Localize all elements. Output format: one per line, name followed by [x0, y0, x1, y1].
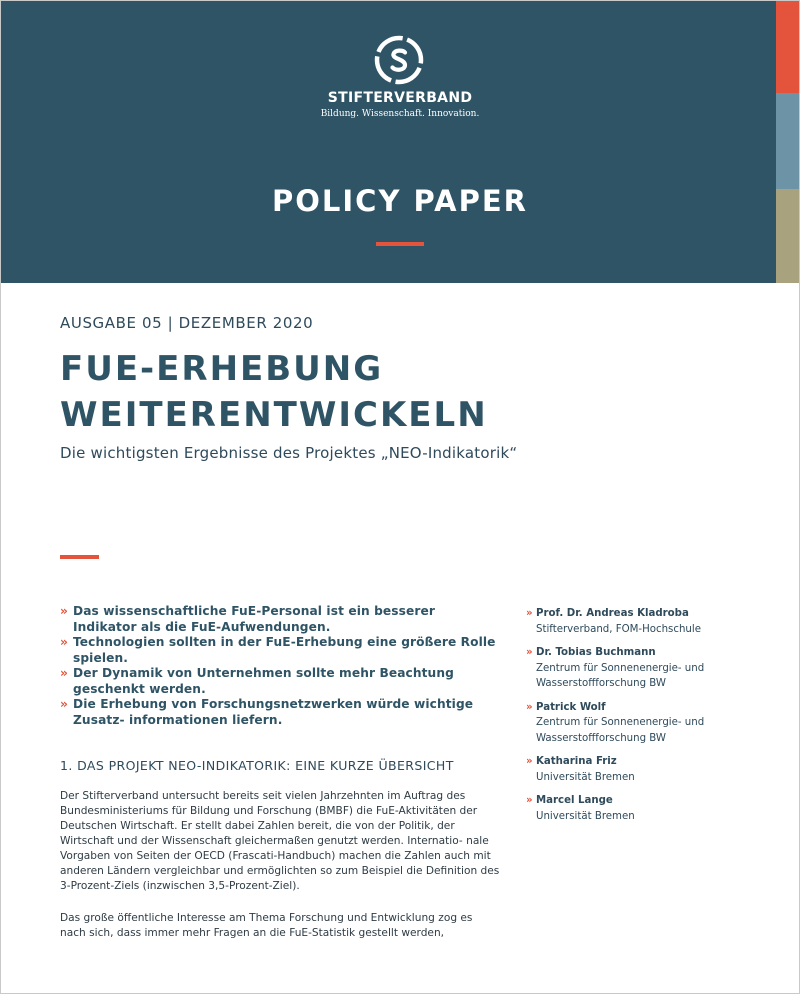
author-entry — [526, 754, 766, 785]
page-subtitle: Die wichtigsten Ergebnisse des Projektes „NEO-Indikatorik“ — [60, 444, 518, 462]
color-stripe-red — [776, 0, 800, 93]
body-paragraph: Das große öffentliche Interesse am Thema Forschung und Entwicklung zog es nach sich, dass immer mehr Fragen an die FuE-Statistik gestellt werden, — [60, 912, 473, 939]
bullet-marker-icon: » — [526, 608, 533, 619]
author-entry — [526, 793, 766, 824]
author-entry — [526, 645, 766, 692]
bullet-marker-icon: » — [60, 666, 68, 680]
bullet-marker-icon: » — [60, 635, 68, 649]
title-line-1: FUE-ERHEBUNG — [60, 349, 384, 389]
key-point: » Der Dynamik von Unternehmen sollte mehr Beachtung geschenkt werden. — [60, 666, 454, 696]
author-entry — [526, 700, 766, 747]
header-accent-bar — [376, 242, 424, 246]
author-affiliation: Zentrum für Sonnenenergie- und Wasserstoffforschung BW — [536, 662, 705, 689]
author-affiliation: Stifterverband, FOM-Hochschule — [536, 623, 701, 635]
issue-info: AUSGABE 05 | DEZEMBER 2020 — [60, 314, 314, 332]
paper-type-heading: POLICY PAPER — [272, 184, 528, 218]
author-name: Dr. Tobias Buchmann — [536, 647, 656, 658]
bullet-marker-icon: » — [526, 795, 533, 806]
color-stripe-blue — [776, 93, 800, 189]
author-name: Patrick Wolf — [536, 701, 606, 713]
key-point: » Die Erhebung von Forschungsnetzwerken würde wichtige Zusatz- informationen liefern. — [60, 697, 474, 727]
stifterverband-s-logo-icon — [373, 34, 425, 86]
bullet-marker-icon: » — [526, 647, 533, 658]
brand-tagline: Bildung. Wissenschaft. Innovation. — [320, 109, 480, 119]
bullet-marker-icon: » — [60, 604, 68, 618]
author-affiliation: Universität Bremen — [536, 810, 635, 822]
author-name: Marcel Lange — [536, 795, 613, 806]
bullet-marker-icon: » — [60, 697, 68, 711]
bullet-marker-icon: » — [526, 756, 533, 767]
body-paragraph: Der Stifterverband untersucht bereits seit vielen Jahrzehnten im Auftrag des Bundesministeriums für Bildung und Forschung (BMBF) die FuE-Aktivitäten der Deutschen Wirtschaft. Er stellt dabei Zahlen bereit, die von der Politik, der Wirtschaft und der Wissenschaft gleichermaßen genutzt werden. Internatio- nale Vorgaben von Seiten der OECD (Frascati-Handbuch) machen die Zahlen auch mit anderen Ländern vergleichbar und ermöglichten so zum Beispiel die Definition des 3-Prozent-Ziels (inzwischen 3,5-Prozent-Ziel). — [60, 790, 500, 892]
author-affiliation: Zentrum für Sonnenenergie- und Wasserstoffforschung BW — [536, 717, 705, 744]
author-entry — [526, 606, 766, 637]
section-heading: 1. DAS PROJEKT NEO-INDIKATORIK: EINE KURZE ÜBERSICHT — [60, 758, 454, 773]
body-accent-bar — [60, 555, 99, 559]
title-line-2: WEITERENTWICKELN — [60, 395, 488, 435]
author-affiliation: Universität Bremen — [536, 771, 635, 783]
key-points-list — [60, 604, 500, 728]
author-name: Prof. Dr. Andreas Kladroba — [536, 608, 689, 619]
page-title — [60, 346, 488, 438]
author-name: Katharina Friz — [536, 756, 617, 767]
bullet-marker-icon: » — [526, 701, 533, 713]
key-point: » Technologien sollten in der FuE-Erhebung eine größere Rolle spielen. — [60, 635, 496, 665]
authors-list — [526, 606, 766, 832]
brand-name: STIFTERVERBAND — [327, 90, 473, 106]
key-point: » Das wissenschaftliche FuE-Personal ist ein besserer Indikator als die FuE-Aufwendungen. — [60, 604, 435, 634]
